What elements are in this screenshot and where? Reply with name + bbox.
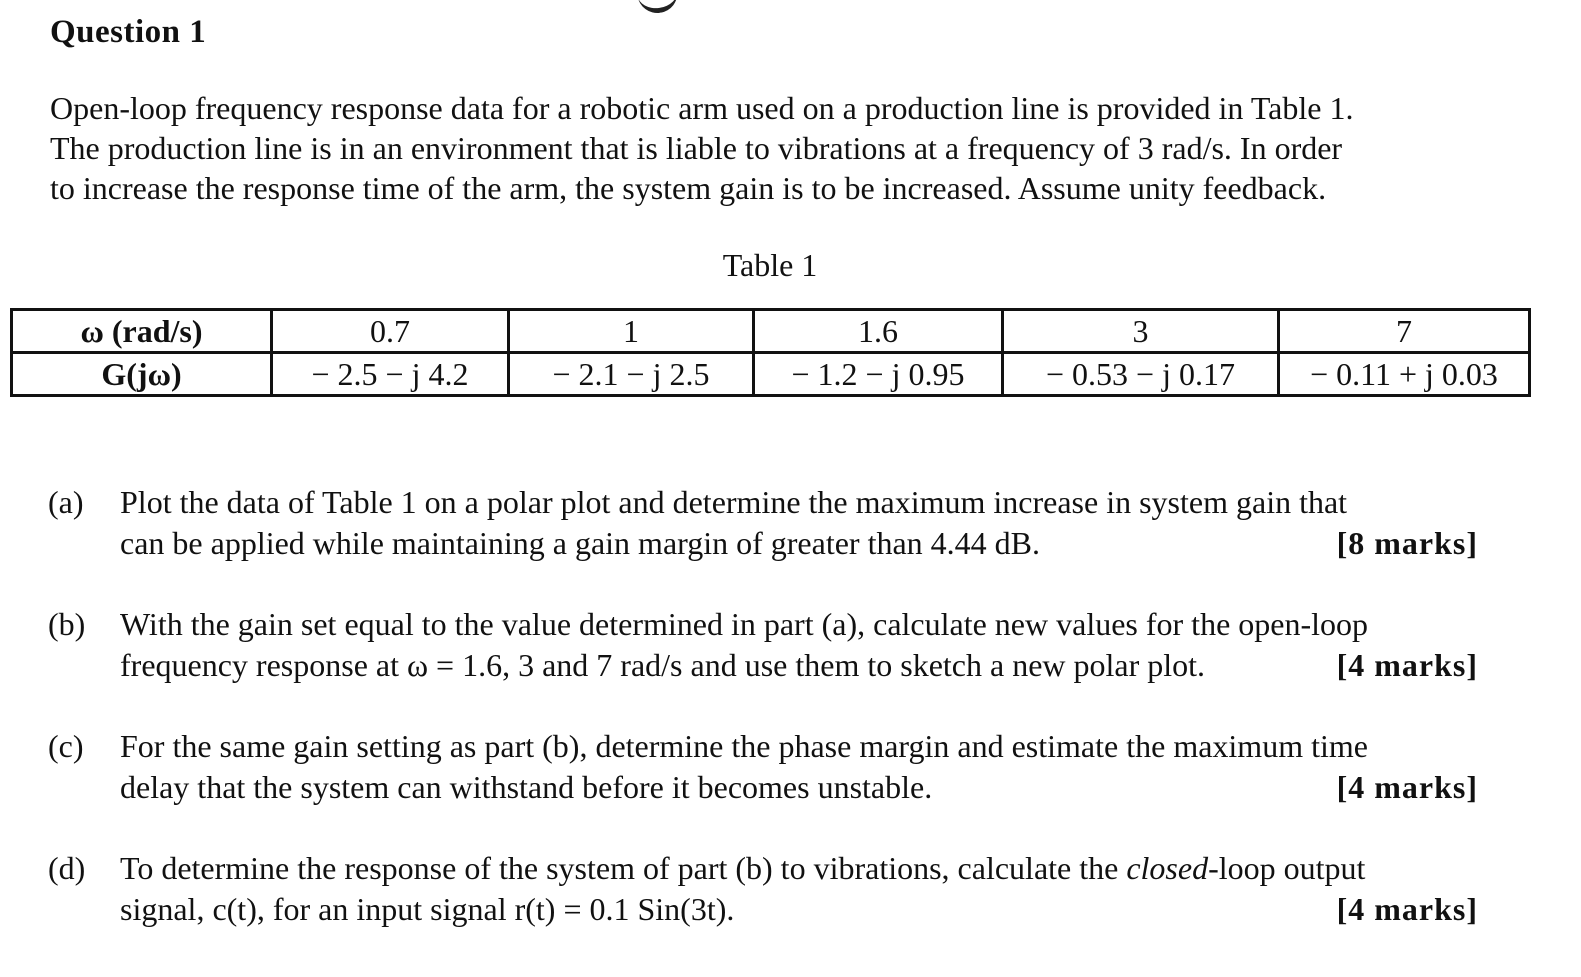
table-cell-omega: 7	[1279, 310, 1530, 353]
part-b	[48, 604, 1498, 686]
part-a-marks: [8 marks]	[1336, 525, 1478, 561]
table-cell-response: − 1.2 − j 0.95	[754, 353, 1003, 396]
part-a-text	[120, 482, 1492, 564]
table-cell-response: − 0.11 + j 0.03	[1279, 353, 1530, 396]
part-d-marks: [4 marks]	[1336, 891, 1478, 927]
part-a-label: (a)	[48, 484, 84, 520]
part-b-text	[120, 604, 1492, 686]
part-c-label: (c)	[48, 728, 84, 764]
intro-line-1: Open-loop frequency response data for a robotic arm used on a production line is provided in Table 1.	[50, 90, 1354, 126]
intro-line-2: The production line is in an environment that is liable to vibrations at a frequency of 3 rad/s. In order	[50, 130, 1343, 166]
part-b-marks: [4 marks]	[1336, 647, 1478, 683]
part-d-line-1	[120, 848, 1492, 889]
intro-line-3: to increase the response time of the arm, the system gain is to be increased. Assume unity feedback.	[50, 170, 1327, 206]
part-d	[48, 848, 1498, 930]
question-title: Question 1	[50, 14, 207, 50]
table-cell-response: − 2.5 − j 4.2	[272, 353, 509, 396]
part-b-line-2: frequency response at ω = 1.6, 3 and 7 rad/s and use them to sketch a new polar plot.	[120, 647, 1206, 683]
part-b-line-1: With the gain set equal to the value determined in part (a), calculate new values for the open-loop	[120, 606, 1369, 642]
part-c-line-2: delay that the system can withstand before it becomes unstable.	[120, 769, 933, 805]
table-row-header-response: G(jω)	[12, 353, 272, 396]
part-d-text	[120, 848, 1492, 930]
part-a	[48, 482, 1498, 564]
question-parts	[48, 482, 1498, 970]
table-cell-response: − 0.53 − j 0.17	[1003, 353, 1279, 396]
table-caption: Table 1	[722, 247, 818, 283]
table-cell-omega: 1	[509, 310, 754, 353]
part-c-marks: [4 marks]	[1336, 769, 1478, 805]
part-d-line-1-start: To determine the response of the system of part (b) to vibrations, calculate the	[120, 850, 1127, 886]
table-cell-omega: 0.7	[272, 310, 509, 353]
part-c-line-1: For the same gain setting as part (b), determine the phase margin and estimate the maximum time	[120, 728, 1368, 764]
frequency-response-table	[10, 308, 1531, 397]
table-row-header-omega: ω (rad/s)	[12, 310, 272, 353]
part-d-closed-emphasis: closed	[1126, 850, 1209, 886]
part-b-label: (b)	[48, 606, 86, 642]
table-row-omega	[12, 310, 1530, 353]
part-a-line-2: can be applied while maintaining a gain margin of greater than 4.44 dB.	[120, 525, 1041, 561]
table-cell-omega: 1.6	[754, 310, 1003, 353]
table-cell-omega: 3	[1003, 310, 1279, 353]
part-d-line-2: signal, c(t), for an input signal r(t) = 0.1 Sin(3t).	[120, 891, 735, 927]
part-d-line-1-end: -loop output	[1208, 850, 1366, 886]
part-c-text	[120, 726, 1492, 808]
part-c	[48, 726, 1498, 808]
cropped-glyph-fragment	[636, 0, 680, 16]
table-row-response	[12, 353, 1530, 396]
intro-paragraph	[50, 88, 1500, 208]
part-d-label: (d)	[48, 850, 86, 886]
part-a-line-1: Plot the data of Table 1 on a polar plot and determine the maximum increase in system gain that	[120, 484, 1348, 520]
table-cell-response: − 2.1 − j 2.5	[509, 353, 754, 396]
